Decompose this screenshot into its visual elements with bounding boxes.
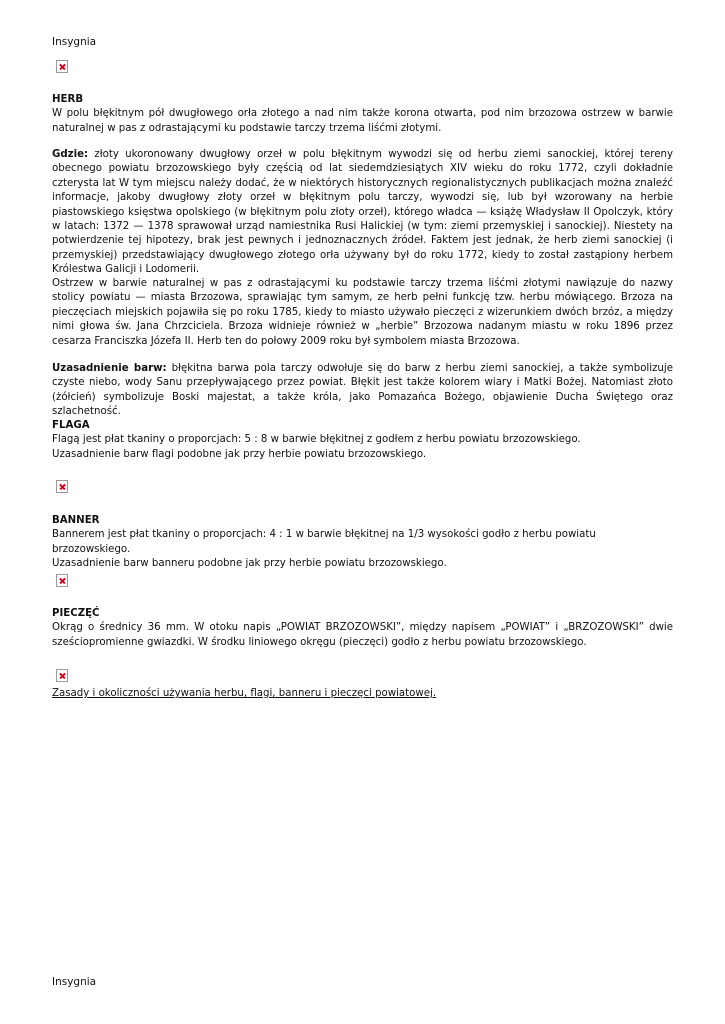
herb-gdzie-paragraph [52,148,673,278]
page-footer-title: Insygnia [52,976,97,988]
flaga-heading: FLAGA [52,420,90,431]
banner-image-broken-icon [56,574,68,587]
pieczec-section [52,607,673,650]
banner-section [52,514,673,572]
flaga-image-broken-icon [56,480,68,493]
flaga-line-2: Uzasadnienie barw flagi podobne jak przy herbie powiatu brzozowskiego. [52,448,427,460]
rules-link[interactable]: Zasady i okoliczności używania herbu, flagi, banneru i pieczęci powiatowej. [52,688,437,699]
uzasadnienie-label: Uzasadnienie barw: [52,363,167,374]
gdzie-text: złoty ukoronowany dwugłowy orzeł w polu błękitnym wywodzi się od herbu ziemi sanockiej, której tereny obecnego powiatu brzozowskiego były częścią od lat siedemdziesiątych XIV wieku do roku 1772, czyli dokładnie czterysta lat W tym miejscu należy dodać, że w niektórych historycznych regionalistycznych publikacjach można znaleźć informacje, jakoby dwugłowy złoty orzeł w błękitnym polu tarczy, wywodzi się, lub był wzorowany na herbie piastowskiego księstwa opolskiego (w błękitnym polu złoty orzeł), którego władca — książę Władysław II Opolczyk, który w latach: 1372 — 1378 sprawował urząd namiestnika Rusi Halickiej (w tym: ziemi przemyskiej i sanockiej). Niestety na potwierdzenie tej hipotezy, brak jest pewnych i jednoznacznych źródeł. Faktem jest jednak, że herb ziemi sanockiej (i przemyskiej) przedstawiający dwugłowego złotego orła używany był do roku 1772, kiedy to został zastąpiony herbem Królestwa Galicji i Lodomerii. [52,149,673,276]
banner-line-1: Bannerem jest płat tkaniny o proporcjach: 4 : 1 w barwie błękitnej na 1/3 wysokości godło z herbu powiatu brzozowskiego. [52,529,596,555]
gdzie-label: Gdzie: [52,149,89,160]
uzasadnienie-text: błękitna barwa pola tarczy odwołuje się do barw z herbu ziemi sanockiej, a także symbolizuje czyste niebo, wody Sanu przepływającego przez powiat. Błękit jest także kolorem wiary i Matki Bożej. Natomiast złoto (żółcień) symbolizuje Boski majestat, a także króla, jako Pomazańca Bożego, objawienie Ducha Świętego oraz szlachetność. [52,363,673,418]
banner-heading: BANNER [52,515,100,526]
rules-link-container [52,687,673,701]
herb-heading: HERB [52,94,84,105]
herb-ostrzew-paragraph: Ostrzew w barwie naturalnej w pas z odrastającymi ku podstawie tarczy trzema liśćmi złotymi nawiązuje do nazwy stolicy powiatu — miasta Brzozowa, sprawiając tym samym, ze herb pełni funkcję tzw. herbu mówiącego. Brzoza na pieczęciach miejskich pojawiła się po roku 1785, kiedy to miasto używało pieczęci z wizerunkiem dwóch brzóz, a między nimi głowa św. Jana Chrzciciela. Brzoza widnieje również w „herbie” Brzozowa nadanym miastu w roku 1896 przez cesarza Franciszka Józefa II. Herb ten do połowy 2009 roku był symbolem miasta Brzozowa. [52,278,673,347]
herb-image-broken-icon [56,60,68,73]
pieczec-text: Okrąg o średnicy 36 mm. W otoku napis „POWIAT BRZOZOWSKI”, między napisem „POWIAT” i „BRZOZOWSKI” dwie sześciopromienne gwiazdki. W środku liniowego okręgu (pieczęci) godło z herbu powiatu brzozowskiego. [52,622,673,648]
banner-line-2: Uzasadnienie barw banneru podobne jak przy herbie powiatu brzozowskiego. [52,558,447,570]
herb-section [52,93,673,136]
flaga-section [52,419,673,462]
page-header-title: Insygnia [52,36,97,48]
pieczec-heading: PIECZĘĆ [52,608,100,619]
flaga-line-1: Flagą jest płat tkaniny o proporcjach: 5 : 8 w barwie błękitnej z godłem z herbu powiatu brzozowskiego. [52,434,581,446]
herb-uzasadnienie-paragraph [52,362,673,420]
herb-intro: W polu błękitnym pół dwugłowego orła złotego a nad nim także korona otwarta, pod nim brzozowa ostrzew w barwie naturalnej w pas z odrastającymi ku podstawie tarczy trzema liśćmi złotymi. [52,108,673,134]
pieczec-image-broken-icon [56,669,68,682]
